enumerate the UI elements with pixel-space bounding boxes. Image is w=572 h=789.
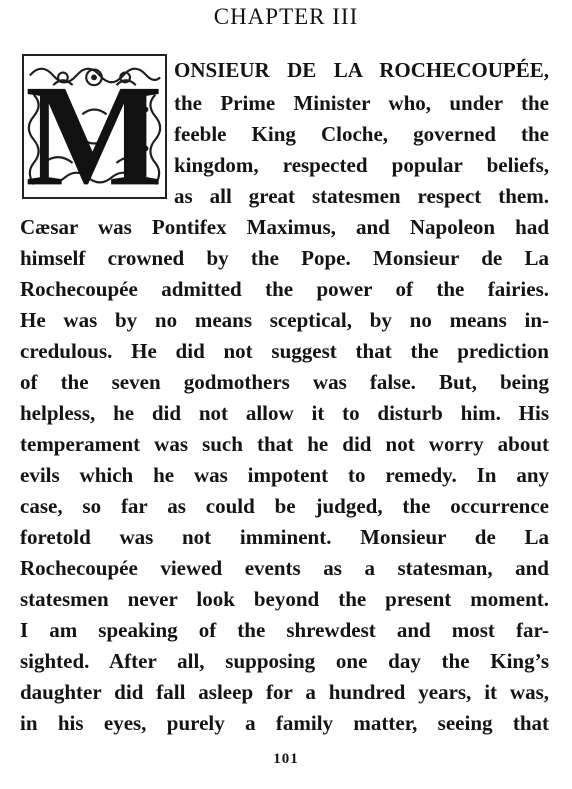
page-number: 101 xyxy=(273,751,299,767)
text-line-17: Rochecoupée viewed events as a statesman, and xyxy=(20,556,549,580)
text-line-19: I am speaking of the shrewdest and most far- xyxy=(20,618,549,642)
text-line-22: in his eyes, purely a family matter, seeing that xyxy=(20,711,549,735)
text-line-3: feeble King Cloche, governed the xyxy=(174,122,549,146)
text-line-1: ONSIEUR DE LA ROCHECOUPÉE, xyxy=(174,58,549,82)
text-line-16: foretold was not imminent. Monsieur de La xyxy=(20,525,549,549)
text-line-7: himself crowned by the Pope. Monsieur de La xyxy=(20,246,549,270)
text-line-15: case, so far as could be judged, the occurrence xyxy=(20,494,549,518)
text-line-13: temperament was such that he did not worry about xyxy=(20,432,549,456)
text-line-4: kingdom, respected popular beliefs, xyxy=(174,153,549,177)
drop-cap-letter: M xyxy=(25,56,163,197)
text-line-10: credulous. He did not suggest that the prediction xyxy=(20,339,549,363)
text-line-11: of the seven godmothers was false. But, being xyxy=(20,370,549,394)
text-line-8: Rochecoupée admitted the power of the fairies. xyxy=(20,277,549,301)
text-line-12: helpless, he did not allow it to disturb him. His xyxy=(20,401,549,425)
ornament-background-icon xyxy=(24,56,165,197)
text-line-20: sighted. After all, supposing one day the King’s xyxy=(20,649,549,673)
decorative-drop-cap xyxy=(22,54,167,199)
text-line-6: Cæsar was Pontifex Maximus, and Napoleon had xyxy=(20,215,549,239)
text-line-5: as all great statesmen respect them. xyxy=(174,184,549,208)
text-line-18: statesmen never look beyond the present moment. xyxy=(20,587,549,611)
text-line-9: He was by no means sceptical, by no means in- xyxy=(20,308,549,332)
chapter-heading: CHAPTER III xyxy=(213,4,359,29)
text-line-21: daughter did fall asleep for a hundred years, it was, xyxy=(20,680,549,704)
text-line-2: the Prime Minister who, under the xyxy=(174,91,549,115)
text-line-14: evils which he was impotent to remedy. In any xyxy=(20,463,549,487)
